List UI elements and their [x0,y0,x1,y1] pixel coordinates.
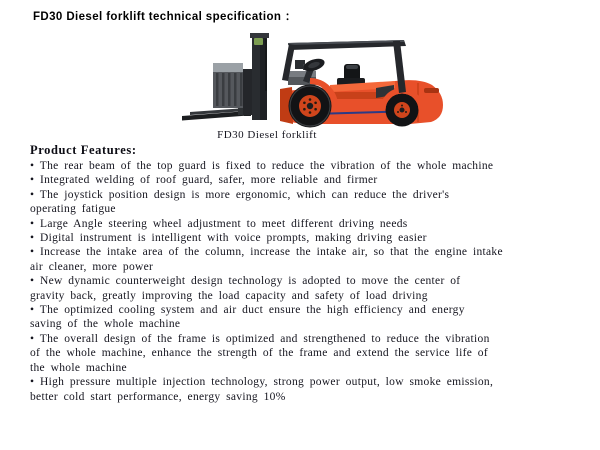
feature-line: gravity back, greatly improving the load capacity and safety of load driving [30,289,428,302]
feature-line: the whole machine [30,361,127,374]
feature-line: operating fatigue [30,203,116,216]
brand-emblem [254,38,263,45]
feature-line: saving of the whole machine [30,318,181,331]
forklift-backrest [213,63,252,115]
feature-line: • Large Angle steering wheel adjustment to meet different driving needs [30,217,408,230]
features-list [30,159,570,404]
forklift-mast [250,33,269,120]
feature-line: better cold start performance, energy saving 10% [30,390,286,403]
feature-line: • Digital instrument is intelligent with voice prompts, making driving easier [30,232,427,245]
page-title: FD30 Diesel forklift technical specification ： [33,11,297,23]
features-heading: Product Features: [30,143,137,157]
rear-wheel [386,94,419,127]
feature-line: • The joystick position design is more ergonomic, which can reduce the driver's [30,188,450,201]
image-caption: FD30 Diesel forklift [217,129,317,141]
feature-line: • The rear beam of the top guard is fixed to reduce the vibration of the whole machine [30,160,494,172]
feature-line: air cleaner, more power [30,260,154,273]
front-wheel [289,85,332,128]
feature-line: • New dynamic counterweight design technology is adopted to move the center of [30,275,461,288]
feature-line: of the whole machine, enhance the strength of the frame and extend the service life of [30,347,488,360]
feature-line: • Increase the intake area of the column, increase the intake air, so that the engine intake [30,246,503,259]
feature-line: • The overall design of the frame is optimized and strengthened to reduce the vibration [30,332,490,345]
feature-line: • High pressure multiple injection technology, strong power output, low smoke emission, [30,376,494,389]
feature-line: • The optimized cooling system and air duct ensure the high efficiency and energy [30,304,465,317]
feature-line: • Integrated welding of roof guard, safer, more reliable and firmer [30,174,378,187]
forklift-product-image [180,31,444,129]
